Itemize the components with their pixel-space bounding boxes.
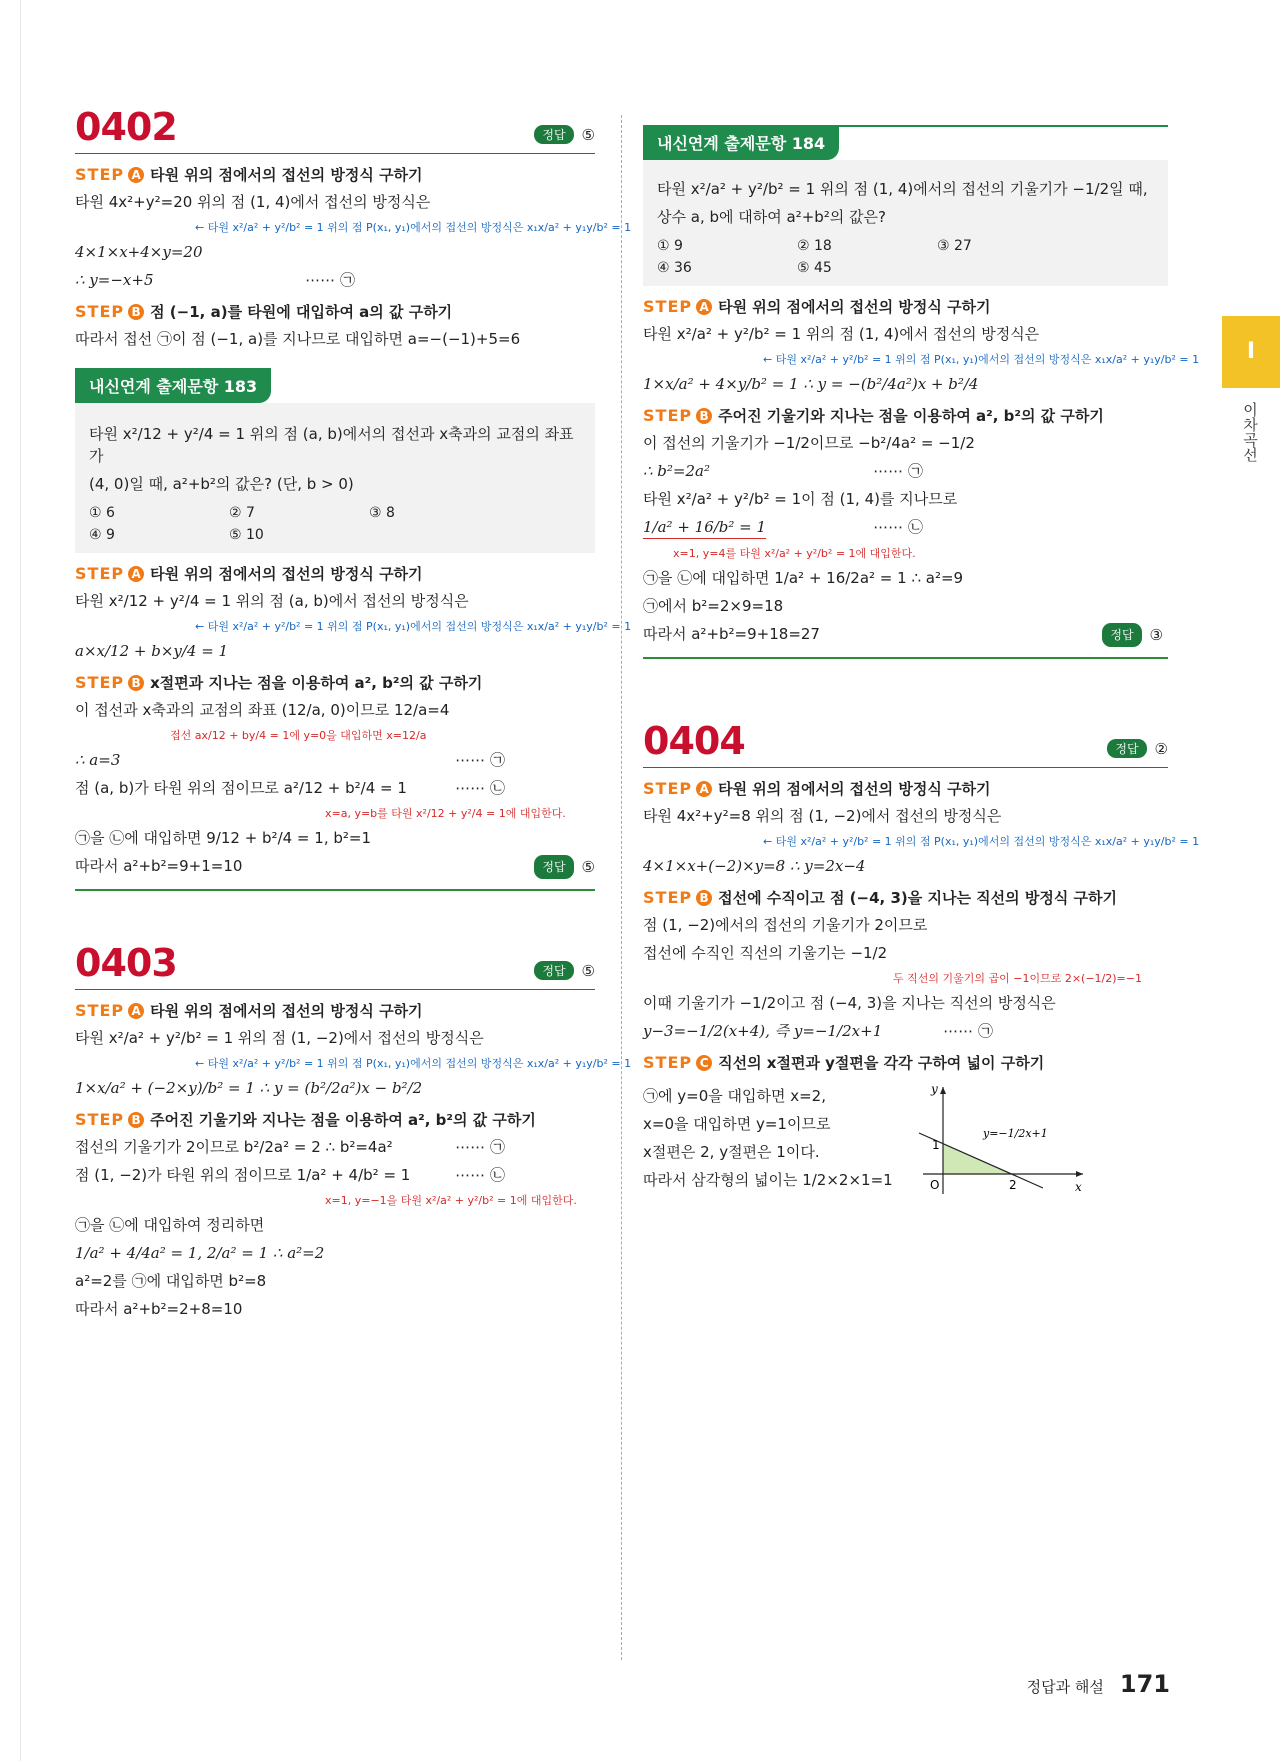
equation-tag: ⋯⋯ ㉡ xyxy=(455,1166,505,1184)
question-box xyxy=(643,160,1168,286)
step-title: 점 (−1, a)를 타원에 대입하여 a의 값 구하기 xyxy=(150,303,453,321)
linked-question-184 xyxy=(643,125,1200,659)
answer-indicator xyxy=(1107,739,1168,758)
final-step-block xyxy=(643,1079,1168,1199)
step-letter: B xyxy=(696,890,712,906)
solution-line: 따라서 삼각형의 넓이는 1/2×2×1=1 xyxy=(643,1171,893,1189)
step-title: 주어진 기울기와 지나는 점을 이용하여 a², b²의 값 구하기 xyxy=(150,1111,536,1129)
question-text: (4, 0)일 때, a²+b²의 값은? (단, b > 0) xyxy=(89,475,354,493)
solution-line-tagged xyxy=(75,1164,505,1186)
x-intercept-label: 2 xyxy=(1008,1178,1017,1192)
step-b-heading xyxy=(75,1109,595,1130)
tangent-formula-note: ← 타원 x²/a² + y²/b² = 1 위의 점 P(x₁, y₁)에서의 접선의 방정식은 x₁x/a² + y₁y/b² = 1 xyxy=(763,835,1200,848)
problem-number: 0404 xyxy=(643,719,745,763)
answer-indicator xyxy=(534,125,595,144)
solution-line: 타원 4x²+y²=8 위의 점 (1, −2)에서 접선의 방정식은 xyxy=(643,807,1002,825)
step-letter: C xyxy=(696,1055,712,1071)
solution-line: 따라서 a²+b²=2+8=10 xyxy=(75,1300,243,1318)
step-label: STEP xyxy=(75,673,125,692)
y-axis-arrow xyxy=(940,1087,946,1094)
equation: 점 (1, −2)가 타원 위의 점이므로 1/a² + 4/b² = 1 xyxy=(75,1166,411,1184)
choice: ① 9 xyxy=(657,238,683,254)
choices xyxy=(657,238,1154,276)
step-a-heading xyxy=(643,778,1168,799)
problem-number: 0403 xyxy=(75,941,177,985)
step-letter: A xyxy=(128,566,144,582)
answer-value: ② xyxy=(1154,739,1168,758)
step-letter: B xyxy=(128,304,144,320)
problem-0403 xyxy=(75,941,632,1320)
equation: y−3=−1/2(x+4), 즉 y=−1/2x+1 xyxy=(643,1022,883,1040)
intercept-graph xyxy=(913,1079,1093,1199)
equation-tag: ⋯⋯ ㉠ xyxy=(873,462,923,480)
step-a-heading xyxy=(75,1000,595,1021)
step-label: STEP xyxy=(75,302,125,321)
section-end-rule xyxy=(75,889,595,891)
conclusion: 따라서 a²+b²=9+18=27 xyxy=(643,625,820,643)
solution-line: ㉠에 y=0을 대입하면 x=2, xyxy=(643,1087,826,1105)
equation-tag: ⋯⋯ ㉠ xyxy=(455,1138,505,1156)
step-a-heading xyxy=(75,164,595,185)
solution-line-final xyxy=(643,623,1163,647)
y-axis-label: y xyxy=(930,1082,938,1096)
origin-label: O xyxy=(929,1178,940,1192)
choice: ② 7 xyxy=(229,505,255,521)
left-column xyxy=(75,105,632,1326)
choice: ④ 9 xyxy=(89,527,115,543)
rule xyxy=(75,153,595,154)
page-footer xyxy=(1027,1670,1170,1698)
step-label: STEP xyxy=(75,165,125,184)
perpendicular-note: 두 직선의 기울기의 곱이 −1이므로 2×(−1/2)=−1 xyxy=(893,972,1142,985)
linked-question-header: 내신연계 출제문항 183 xyxy=(75,368,271,403)
step-a-heading xyxy=(75,563,595,584)
x-axis-label: x xyxy=(1074,1180,1082,1194)
solution-line-tagged xyxy=(75,1136,505,1158)
problem-number: 0402 xyxy=(75,105,177,149)
footer-label: 정답과 해설 xyxy=(1026,1678,1104,1696)
tangent-formula-note: ← 타원 x²/a² + y²/b² = 1 위의 점 P(x₁, y₁)에서의 접선의 방정식은 x₁x/a² + y₁y/b² = 1 xyxy=(763,353,1200,366)
choice: ④ 36 xyxy=(657,260,692,276)
substitution-note: 접선 ax/12 + by/4 = 1에 y=0을 대입하면 x=12/a xyxy=(170,729,427,742)
step-letter: B xyxy=(128,1112,144,1128)
answer-badge: 정답 xyxy=(1107,739,1146,758)
choice: ① 6 xyxy=(89,505,115,521)
step-b-heading xyxy=(643,887,1168,908)
solution-line: x=0을 대입하면 y=1이므로 xyxy=(643,1115,831,1133)
step-title: 타원 위의 점에서의 접선의 방정식 구하기 xyxy=(150,1002,423,1020)
solution-line-tagged xyxy=(643,460,923,482)
solution-line-tagged xyxy=(75,749,505,771)
solution-line: 1×x/a² + 4×y/b² = 1 ∴ y = −(b²/4a²)x + b²/4 xyxy=(643,375,979,393)
answer-badge: 정답 xyxy=(534,855,573,879)
rule xyxy=(643,767,1168,768)
column-divider xyxy=(621,115,622,1660)
solution-line: x절편은 2, y절편은 1이다. xyxy=(643,1143,820,1161)
equation: 점 (a, b)가 타원 위의 점이므로 a²/12 + b²/4 = 1 xyxy=(75,779,407,797)
solution-line: ㉠에서 b²=2×9=18 xyxy=(643,597,784,615)
solution-line: 점 (1, −2)에서의 접선의 기울기가 2이므로 xyxy=(643,916,928,934)
step-a-heading xyxy=(643,296,1168,317)
chapter-tab: I xyxy=(1222,316,1280,388)
question-box xyxy=(75,403,595,553)
conclusion: 따라서 a²+b²=9+1=10 xyxy=(75,857,243,875)
answer-badge: 정답 xyxy=(534,961,573,980)
answer-indicator xyxy=(1102,623,1163,647)
line-label: y=−1/2x+1 xyxy=(982,1127,1048,1140)
solution-line: 이 접선과 x축과의 교점의 좌표 (12/a, 0)이므로 12/a=4 xyxy=(75,701,450,719)
step-label: STEP xyxy=(75,1110,125,1129)
step-title: 타원 위의 점에서의 접선의 방정식 구하기 xyxy=(150,166,423,184)
equation-tag: ⋯⋯ ㉡ xyxy=(873,518,923,536)
step-title: x절편과 지나는 점을 이용하여 a², b²의 값 구하기 xyxy=(150,674,483,692)
step-label: STEP xyxy=(75,564,125,583)
solution-line: 1/a² + 4/4a² = 1, 2/a² = 1 ∴ a²=2 xyxy=(75,1244,325,1262)
linked-question-183 xyxy=(75,368,632,891)
step-label: STEP xyxy=(643,406,693,425)
tangent-formula-note: ← 타원 x²/a² + y²/b² = 1 위의 점 P(x₁, y₁)에서의 접선의 방정식은 x₁x/a² + y₁y/b² = 1 xyxy=(195,620,632,633)
y-intercept-label: 1 xyxy=(931,1138,940,1152)
step-letter: B xyxy=(128,675,144,691)
solution-line: 4×1×x+(−2)×y=8 ∴ y=2x−4 xyxy=(643,857,866,875)
tangent-formula-note: ← 타원 x²/a² + y²/b² = 1 위의 점 P(x₁, y₁)에서의 접선의 방정식은 x₁x/a² + y₁y/b² = 1 xyxy=(195,221,632,234)
right-column xyxy=(643,125,1200,1199)
answer-value: ⑤ xyxy=(581,125,595,144)
chapter-title: 이차곡선 xyxy=(1241,402,1259,462)
step-title: 직선의 x절편과 y절편을 각각 구하여 넓이 구하기 xyxy=(718,1054,1045,1072)
solution-line: 4×1×x+4×y=20 xyxy=(75,243,203,261)
problem-0404 xyxy=(643,719,1200,1199)
page-margin-line xyxy=(20,0,21,1761)
solution-line: 타원 x²/12 + y²/4 = 1 위의 점 (a, b)에서 접선의 방정식은 xyxy=(75,592,469,610)
problem-0402 xyxy=(75,105,632,350)
answer-value: ③ xyxy=(1149,626,1163,644)
substitution-note: x=1, y=−1을 타원 x²/a² + y²/b² = 1에 대입한다. xyxy=(325,1194,577,1207)
step-letter: A xyxy=(696,299,712,315)
equation-tag: ⋯⋯ ㉠ xyxy=(943,1022,993,1040)
solution-line: 타원 4x²+y²=20 위의 점 (1, 4)에서 접선의 방정식은 xyxy=(75,193,431,211)
substitution-note: x=1, y=4를 타원 x²/a² + y²/b² = 1에 대입한다. xyxy=(673,547,916,560)
solution-line: 타원 x²/a² + y²/b² = 1 위의 점 (1, 4)에서 접선의 방정식은 xyxy=(643,325,1040,343)
solution-line: 이 접선의 기울기가 −1/2이므로 −b²/4a² = −1/2 xyxy=(643,434,975,452)
step-label: STEP xyxy=(643,1053,693,1072)
equation: 접선의 기울기가 2이므로 b²/2a² = 2 ∴ b²=4a² xyxy=(75,1138,393,1156)
solution-line-final xyxy=(75,855,595,879)
equation-tag: ⋯⋯ ㉡ xyxy=(455,779,505,797)
answer-badge: 정답 xyxy=(534,125,573,144)
step-c-heading xyxy=(643,1052,1168,1073)
choice: ③ 8 xyxy=(369,505,395,521)
answer-value: ⑤ xyxy=(581,961,595,980)
step-letter: A xyxy=(128,1003,144,1019)
equation: 1/a² + 16/b² = 1 xyxy=(643,516,766,539)
step-letter: A xyxy=(128,167,144,183)
step-title: 타원 위의 점에서의 접선의 방정식 구하기 xyxy=(718,298,991,316)
equation: ∴ a=3 xyxy=(75,751,121,769)
step-label: STEP xyxy=(643,888,693,907)
step-label: STEP xyxy=(643,297,693,316)
tangent-formula-note: ← 타원 x²/a² + y²/b² = 1 위의 점 P(x₁, y₁)에서의 접선의 방정식은 x₁x/a² + y₁y/b² = 1 xyxy=(195,1057,632,1070)
question-text: 타원 x²/a² + y²/b² = 1 위의 점 (1, 4)에서의 접선의 기울기가 −1/2일 때, xyxy=(657,180,1148,198)
step-b-heading xyxy=(75,301,595,322)
choice: ② 18 xyxy=(797,238,832,254)
solution-line: 타원 x²/a² + y²/b² = 1이 점 (1, 4)를 지나므로 xyxy=(643,490,958,508)
final-step-text xyxy=(643,1079,893,1199)
choice: ⑤ 10 xyxy=(229,527,264,543)
x-axis-arrow xyxy=(1076,1171,1083,1177)
question-text: 타원 x²/12 + y²/4 = 1 위의 점 (a, b)에서의 접선과 x축과의 교점의 좌표가 xyxy=(89,425,574,465)
solution-line-tagged xyxy=(75,269,355,291)
answer-indicator xyxy=(534,855,595,879)
step-title: 타원 위의 점에서의 접선의 방정식 구하기 xyxy=(150,565,423,583)
solution-line: ㉠을 ㉡에 대입하여 정리하면 xyxy=(75,1216,265,1234)
section-end-rule xyxy=(643,657,1168,659)
answer-badge: 정답 xyxy=(1102,623,1141,647)
step-letter: B xyxy=(696,408,712,424)
answer-value: ⑤ xyxy=(581,858,595,876)
solution-line: 따라서 접선 ㉠이 점 (−1, a)를 지나므로 대입하면 a=−(−1)+5=6 xyxy=(75,330,521,348)
question-text: 상수 a, b에 대하여 a²+b²의 값은? xyxy=(657,208,887,226)
equation-tag: ⋯⋯ ㉠ xyxy=(305,271,355,289)
choice: ⑤ 45 xyxy=(797,260,832,276)
rule xyxy=(75,989,595,990)
step-label: STEP xyxy=(75,1001,125,1020)
choices xyxy=(89,505,581,543)
answer-indicator xyxy=(534,961,595,980)
step-label: STEP xyxy=(643,779,693,798)
step-b-heading xyxy=(75,672,595,693)
page-number: 171 xyxy=(1119,1670,1170,1698)
solution-line: ㉠을 ㉡에 대입하면 9/12 + b²/4 = 1, b²=1 xyxy=(75,829,371,847)
step-title: 타원 위의 점에서의 접선의 방정식 구하기 xyxy=(718,780,991,798)
choice: ③ 27 xyxy=(937,238,972,254)
solution-line: ㉠을 ㉡에 대입하면 1/a² + 16/2a² = 1 ∴ a²=9 xyxy=(643,569,964,587)
step-b-heading xyxy=(643,405,1168,426)
solution-line: 1×x/a² + (−2×y)/b² = 1 ∴ y = (b²/2a²)x − b²/2 xyxy=(75,1079,423,1097)
substitution-note: x=a, y=b를 타원 x²/12 + y²/4 = 1에 대입한다. xyxy=(325,807,566,820)
solution-line: a²=2를 ㉠에 대입하면 b²=8 xyxy=(75,1272,267,1290)
solution-line-tagged xyxy=(643,516,923,539)
equation-tag: ⋯⋯ ㉠ xyxy=(455,751,505,769)
linked-question-header: 내신연계 출제문항 184 xyxy=(643,125,839,160)
solution-line: 타원 x²/a² + y²/b² = 1 위의 점 (1, −2)에서 접선의 방정식은 xyxy=(75,1029,484,1047)
equation: ∴ y=−x+5 xyxy=(75,271,154,289)
solution-line: 접선에 수직인 직선의 기울기는 −1/2 xyxy=(643,944,888,962)
step-title: 접선에 수직이고 점 (−4, 3)을 지나는 직선의 방정식 구하기 xyxy=(718,889,1118,907)
solution-line: 이때 기울기가 −1/2이고 점 (−4, 3)을 지나는 직선의 방정식은 xyxy=(643,994,1056,1012)
solution-line-tagged xyxy=(643,1020,993,1042)
equation: ∴ b²=2a² xyxy=(643,462,710,480)
solution-line-tagged xyxy=(75,777,505,799)
solution-line: a×x/12 + b×y/4 = 1 xyxy=(75,642,229,660)
step-letter: A xyxy=(696,781,712,797)
step-title: 주어진 기울기와 지나는 점을 이용하여 a², b²의 값 구하기 xyxy=(718,407,1104,425)
